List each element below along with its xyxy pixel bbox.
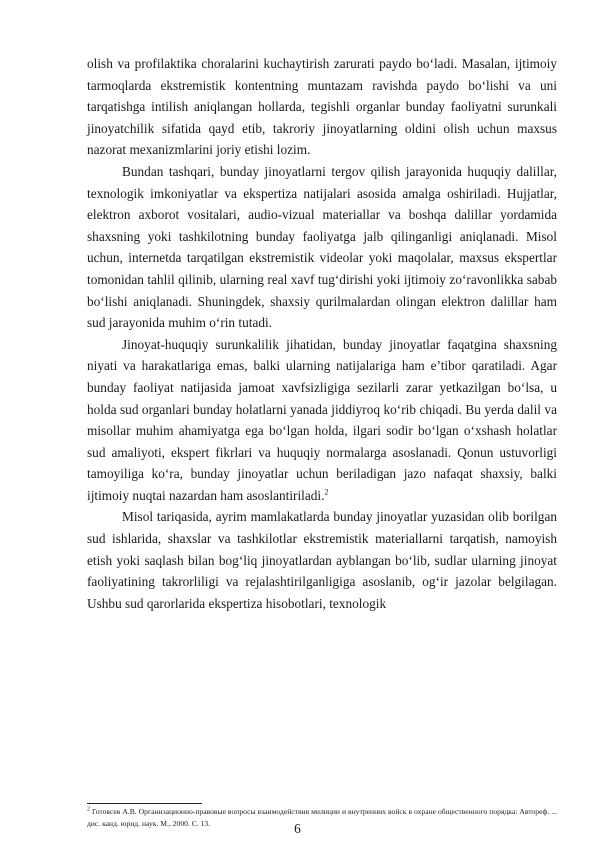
footnote-separator (87, 803, 202, 804)
paragraph-3-text: Jinoyat-huquqiy surunkalilik jihatidan, bunday jinoyatlar faqatgina shaxsning niyati va harakatlariga emas, balki ularning natijalariga ham e’tibor qaratiladi. Agar bunday faoliyat natijasida jamoat xavfsizligiga sezilarli zarar yetkazilgan bo‘lsa, u holda sud organlari bunday holatlarni yanada jiddiyroq ko‘rib chiqadi. Bu yerda dalil va misollar muhim ahamiyatga ega bo‘lgan holda, ilgari sodir bo‘lgan o‘xshash holatlar sud amaliyoti, ekspert fikrlari va huquqiy normalarga asoslanadi. Qonun ustuvorligi tamoyiliga ko‘ra, bunday jinoyatlar uchun beriladigan jazo nafaqat shaxsiy, balki ijtimoiy nuqtai nazardan ham asoslantiriladi. (87, 336, 557, 503)
footnote-text: Готовсев А.В. Организационно-правовые вопросы взаимодействия милиции и внутренних войск в охране общественного порядка: Автореф. ... дис. канд. юрид. наук. М., 2000. С. 13. (87, 807, 557, 828)
page-number: 6 (294, 821, 301, 836)
paragraph-2: Bundan tashqari, bunday jinoyatlarni tergov qilish jarayonida huquqiy dalillar, texnologik imkoniyatlar va ekspertiza natijalari asosida amalga oshiriladi. Hujjatlar, elektron axborot vositalari, audio-vizual materiallar va boshqa dalillar yordamida shaxsning yoki tashkilotning bunday faoliyatga jalb qilinganligi aniqlanadi. Misol uchun, internetda tarqatilgan ekstremistik videolar yoki maqolalar, maxsus ekspertlar tomonidan tahlil qilinib, ularning real xavf tug‘dirishi yoki ijtimoiy zo‘ravonlikka sabab bo‘lishi aniqlanadi. Shuningdek, shaxsiy qurilmalardan olingan elektron dalillar ham sud jarayonida muhim o‘rin tutadi. (87, 163, 557, 331)
paragraph-4: Misol tariqasida, ayrim mamlakatlarda bunday jinoyatlar yuzasidan olib borilgan sud ishlarida, shaxslar va tashkilotlar ekstremistik materiallarni tarqatish, namoyish etish yoki saqlash bilan bog‘liq jinoyatlardan ayblangan bo‘lib, sudlar ularning jinoyat faoliyatining takrorliligi va rejalashtirilganligiga asoslanib, og‘ir jazolar belgilagan. Ushbu sud qarorlarida ekspertiza hisobotlari, texnologik (87, 509, 557, 611)
footnote-reference[interactable]: 2 (324, 487, 329, 497)
paragraph-1: olish va profilaktika choralarini kuchaytirish zarurati paydo bo‘ladi. Masalan, ijtimoiy tarmoqlarda ekstremistik kontentning muntazam ravishda paydo bo‘lishi va uni tarqatishga intilish aniqlangan hollarda, tegishli organlar bunday faoliyatni surunkali jinoyatchilik sifatida qayd etib, takroriy jinoyatlarning oldini olish uchun maxsus nazorat mexanizmlarini joriy etishi lozim. (87, 56, 557, 158)
document-body (87, 53, 557, 614)
paragraph-3 (87, 334, 557, 507)
footnote-marker: 2 (87, 806, 90, 813)
